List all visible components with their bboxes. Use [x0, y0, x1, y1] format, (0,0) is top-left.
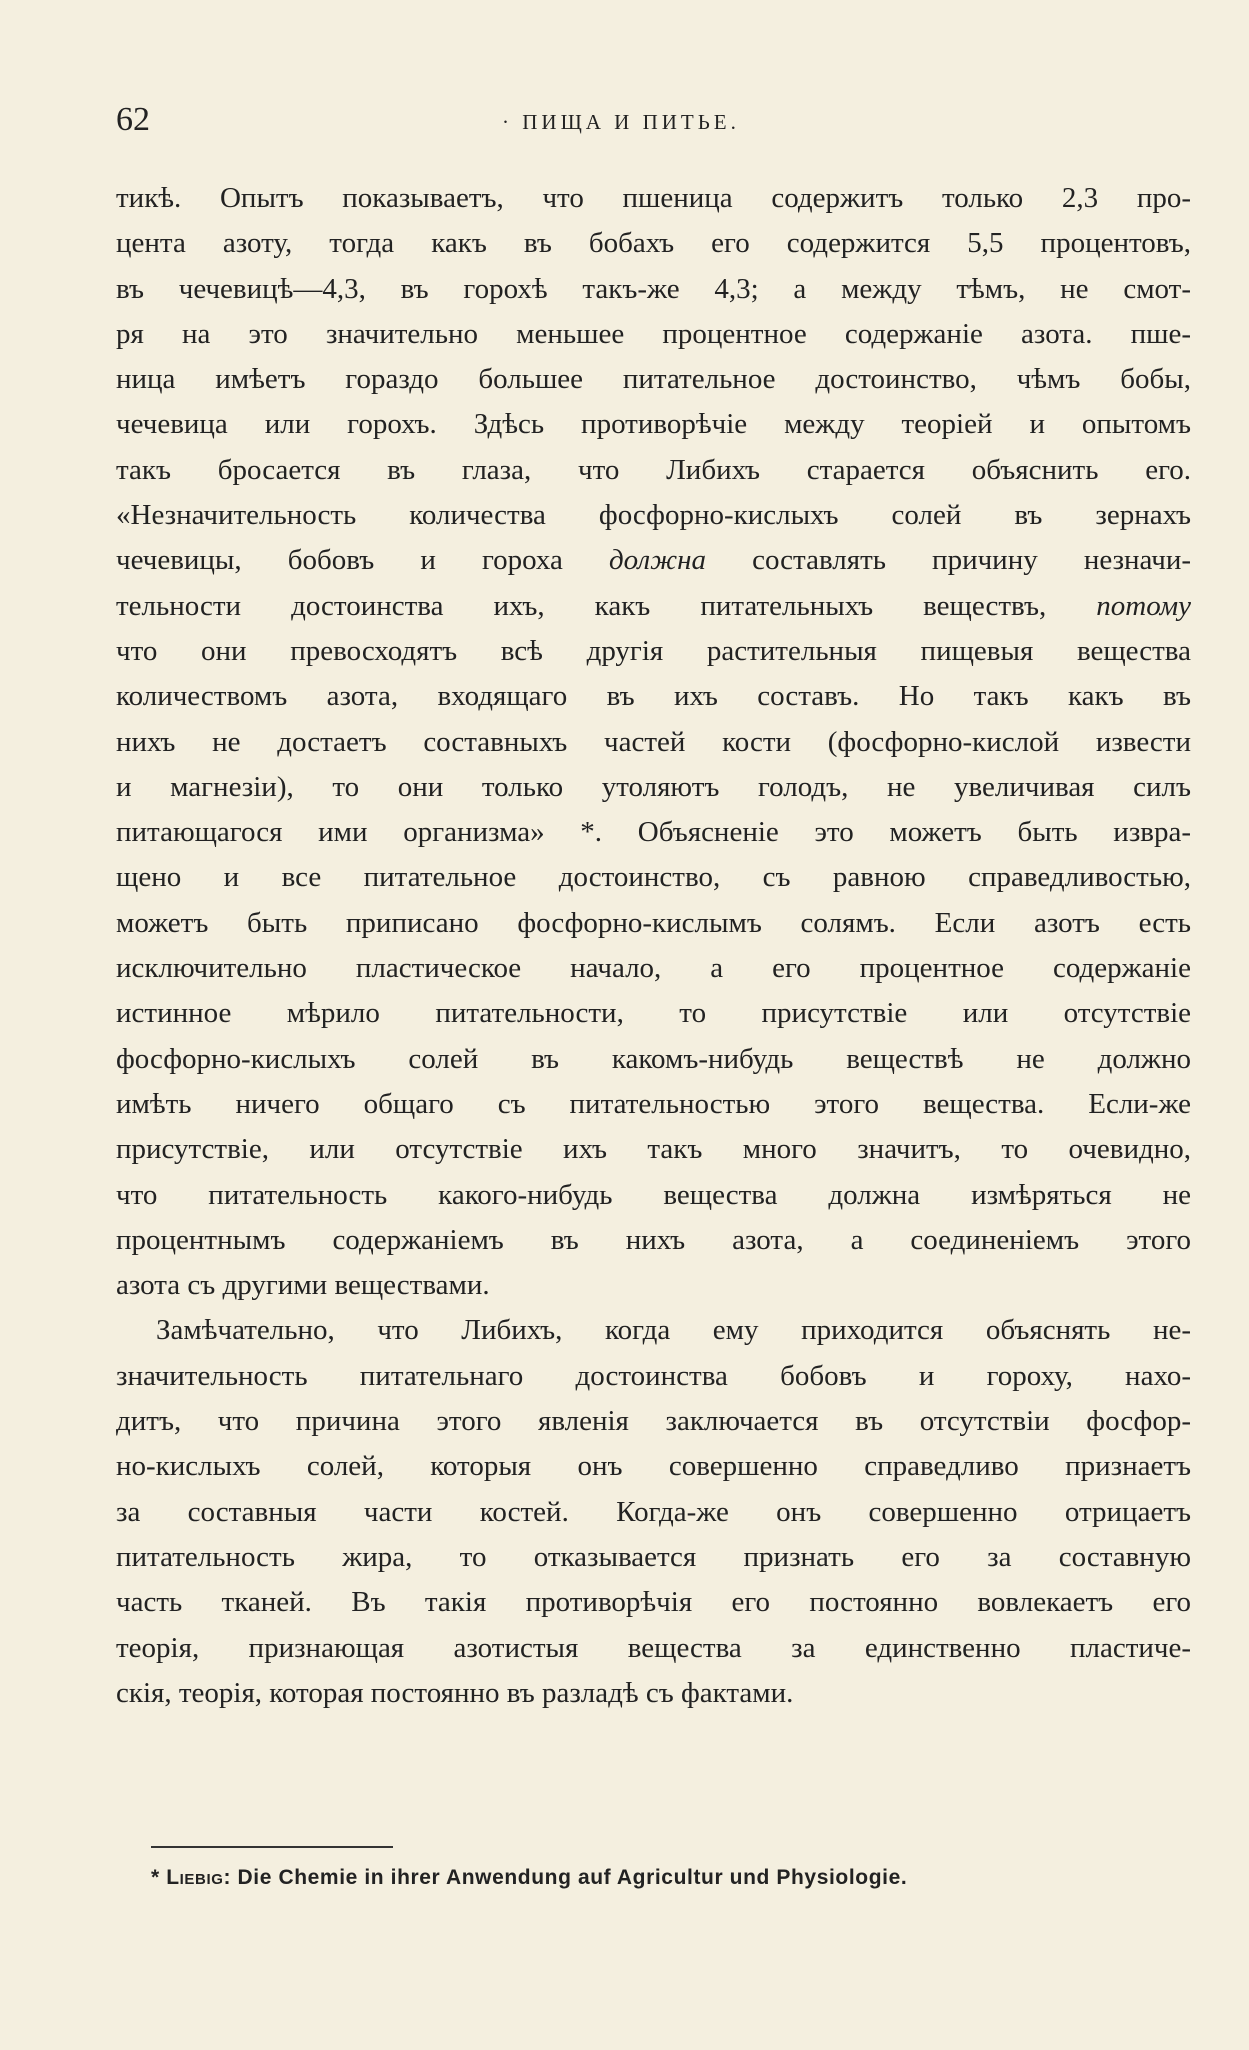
text-line: ница имѣетъ гораздо большее питательное достоинство, чѣмъ бобы,: [116, 363, 1191, 396]
text-line: что питательность какого-нибудь вещества должна измѣряться не: [116, 1178, 1191, 1211]
footnote-author: Liebig:: [166, 1866, 232, 1889]
emphasized-word: должна: [609, 544, 706, 577]
text-line: [116, 538, 1191, 583]
text-line: цента азоту, тогда какъ въ бобахъ его содержится 5,5 процентовъ,: [116, 227, 1191, 260]
text-line: фосфорно-кислыхъ солей въ какомъ-нибудь веществѣ не должно: [116, 1042, 1191, 1075]
text-line: значительность питательнаго достоинства бобовъ и гороху, нахо-: [116, 1359, 1191, 1392]
text-line: исключительно пластическое начало, а его процентное содержаніе: [116, 952, 1191, 985]
body-text: [116, 176, 1191, 1716]
text-line: тикѣ. Опытъ показываетъ, что пшеница содержитъ только 2,3 про-: [116, 182, 1191, 214]
text-line: въ чечевицѣ—4,3, въ горохѣ такъ-же 4,3; а между тѣмъ, не смот-: [116, 272, 1191, 305]
text-line: дитъ, что причина этого явленія заключается въ отсутствіи фосфор-: [116, 1405, 1191, 1438]
text-line: можетъ быть приписано фосфорно-кислымъ солямъ. Если азотъ есть: [116, 906, 1191, 939]
text-line: [116, 584, 1191, 629]
text-line: скія, теорія, которая постоянно въ разладѣ съ фактами.: [116, 1676, 794, 1709]
emphasized-word: потому: [1096, 589, 1191, 622]
text-line: Замѣчательно, что Либихъ, когда ему приходится объяснять не-: [156, 1314, 1191, 1347]
text-line: часть тканей. Въ такія противорѣчія его постоянно вовлекаетъ его: [116, 1586, 1191, 1619]
text-line: щено и все питательное достоинство, съ равною справедливостью,: [116, 861, 1191, 894]
footnote-divider: [151, 1846, 393, 1848]
text-segment: тельности достоинства ихъ, какъ питательныхъ веществъ,: [116, 589, 1047, 622]
text-line: теорія, признающая азотистыя вещества за единственно пластиче-: [116, 1631, 1191, 1664]
footnote-title: Die Chemie in ihrer Anwendung auf Agricultur und Physiologie.: [237, 1866, 908, 1889]
footnote-marker: *: [151, 1866, 160, 1889]
text-line: и магнезіи), то они только утоляютъ голодъ, не увеличивая силъ: [116, 770, 1191, 803]
text-segment: составлять причину незначи-: [752, 544, 1192, 577]
text-line: азота съ другими веществами.: [116, 1269, 490, 1302]
text-line: имѣть ничего общаго съ питательностью этого вещества. Если-же: [116, 1087, 1191, 1120]
page-number: 62: [116, 101, 150, 138]
text-line: ря на это значительно меньшее процентное содержаніе азота. пше-: [116, 317, 1191, 350]
footnote: [151, 1866, 907, 1890]
text-line: «Незначительность количества фосфорно-кислыхъ солей въ зернахъ: [116, 499, 1191, 532]
running-title: · ПИЩА И ПИТЬЕ.: [502, 110, 740, 134]
text-line: что они превосходятъ всѣ другія растительныя пищевыя вещества: [116, 634, 1191, 667]
text-line: истинное мѣрило питательности, то присутствіе или отсутствіе: [116, 997, 1191, 1030]
text-line: но-кислыхъ солей, которыя онъ совершенно справедливо признаетъ: [116, 1450, 1191, 1483]
text-line: чечевица или горохъ. Здѣсь противорѣчіе между теоріей и опытомъ: [116, 408, 1191, 441]
text-segment: чечевицы, бобовъ и гороха: [116, 544, 563, 577]
text-line: питательность жира, то отказывается признать его за составную: [116, 1540, 1191, 1573]
text-line: такъ бросается въ глаза, что Либихъ старается объяснить его.: [116, 453, 1191, 486]
text-line: количествомъ азота, входящаго въ ихъ составъ. Но такъ какъ въ: [116, 680, 1191, 713]
text-line: питающагося ими организма» *. Объясненіе это можетъ быть извра-: [116, 816, 1191, 849]
text-line: нихъ не достаетъ составныхъ частей кости (фосфорно-кислой извести: [116, 725, 1191, 758]
running-head: [116, 98, 1206, 142]
text-line: присутствіе, или отсутствіе ихъ такъ много значитъ, то очевидно,: [116, 1133, 1191, 1166]
text-line: за составныя части костей. Когда-же онъ совершенно отрицаетъ: [116, 1495, 1191, 1528]
text-line: процентнымъ содержаніемъ въ нихъ азота, а соединеніемъ этого: [116, 1223, 1191, 1256]
